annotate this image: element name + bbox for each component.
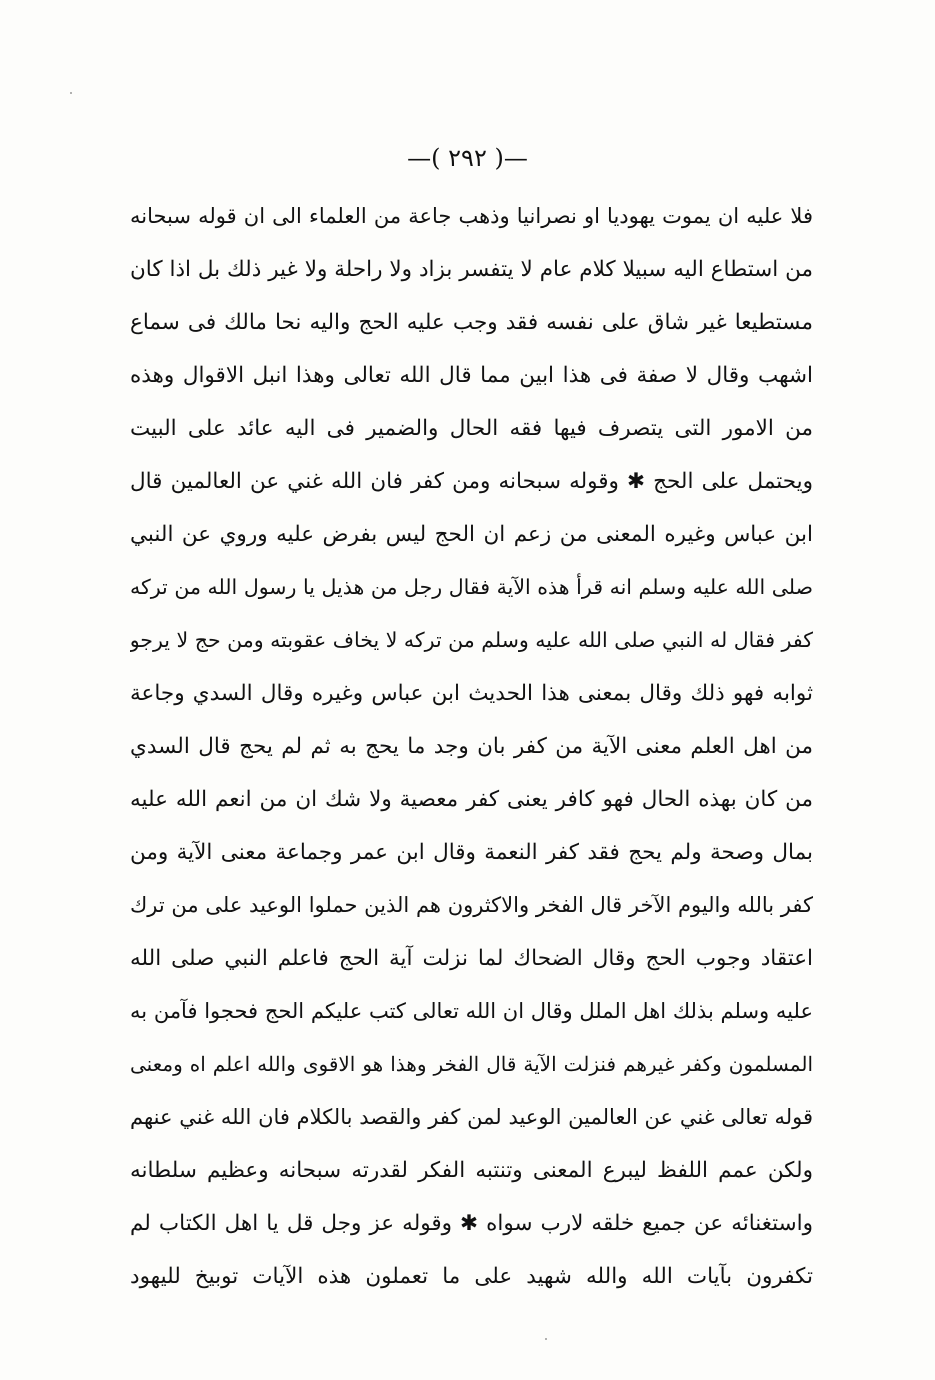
- text-line: فلا عليه ان يموت يهوديا او نصرانيا وذهب جاعة من العلماء الى ان قوله سبحانه: [130, 204, 813, 228]
- text-line: ولكن عمم اللفظ ليبرع المعنى وتنتبه الفكر لقدرته سبحانه وعظيم سلطانه: [130, 1158, 813, 1183]
- text-line: ويحتمل على الحج ✱ وقوله سبحانه ومن كفر فان الله غني عن العالمين قال: [130, 469, 813, 494]
- text-line: مستطيعا غير شاق على نفسه فقد وجب عليه الحج واليه نحا مالك فى سماع: [130, 310, 813, 335]
- text-line: بمال وصحة ولم يحج فقد كفر النعمة وقال ابن عمر وجماعة معنى الآية ومن: [130, 840, 813, 865]
- text-line: واستغنائه عن جميع خلقه لارب سواه ✱ وقوله عز وجل قل يا اهل الكتاب لم: [130, 1211, 813, 1236]
- text-line: من اهل العلم معنى الآية من كفر بان وجد ما يحج به ثم لم يحج قال السدي: [130, 734, 813, 759]
- text-line: صلى الله عليه وسلم انه قرأ هذه الآية فقال رجل من هذيل يا رسول الله من تركه: [130, 575, 813, 599]
- scan-speck: [545, 1338, 547, 1340]
- text-line: ثوابه فهو ذلك وقال بمعنى هذا الحديث ابن عباس وغيره وقال السدي وجاعة: [130, 681, 813, 706]
- text-line: ابن عباس وغيره المعنى من زعم ان الحج ليس بفرض عليه وروي عن النبي: [130, 522, 813, 547]
- text-line: المسلمون وكفر غيرهم فنزلت الآية قال الفخر وهذا هو الاقوى والله اعلم اه ومعنى: [130, 1052, 813, 1076]
- text-line: قوله تعالى غني عن العالمين الوعيد لمن كفر والقصد بالكلام فان الله غني عنهم: [130, 1105, 813, 1129]
- text-line: اشهب وقال لا صفة فى هذا ابين مما قال الله تعالى وهذا انبل الاقوال وهذه: [130, 363, 813, 388]
- body-text: [130, 190, 813, 1303]
- text-line: اعتقاد وجوب الحج وقال الضحاك لما نزلت آية الحج فاعلم النبي صلى الله: [130, 946, 813, 971]
- text-line: من كان بهذه الحال فهو كافر يعنى كفر معصية ولا شك ان من انعم الله عليه: [130, 787, 813, 812]
- text-line: من استطاع اليه سبيلا كلام عام لا يتفسر بزاد ولا راحلة ولا غير ذلك بل اذا كان: [130, 257, 813, 282]
- text-line: كفر فقال له النبي صلى الله عليه وسلم من تركه لا يخاف عقوبته ومن حج لا يرجو: [130, 628, 813, 652]
- scan-speck: [70, 92, 72, 94]
- text-line: من الامور التى يتصرف فيها فقه الحال والضمير فى اليه عائد على البيت: [130, 416, 813, 441]
- text-line: تكفرون بآيات الله والله شهيد على ما تعملون هذه الآيات توبيخ لليهود: [130, 1264, 813, 1289]
- text-line: كفر بالله واليوم الآخر قال الفخر والاكثرون هم الذين حملوا الوعيد على من ترك: [130, 893, 813, 917]
- text-line: عليه وسلم بذلك اهل الملل وقال ان الله تعالى كتب عليكم الحج فحجوا فآمن به: [130, 999, 813, 1023]
- page-number: —( ٢٩٢ )—: [407, 144, 528, 172]
